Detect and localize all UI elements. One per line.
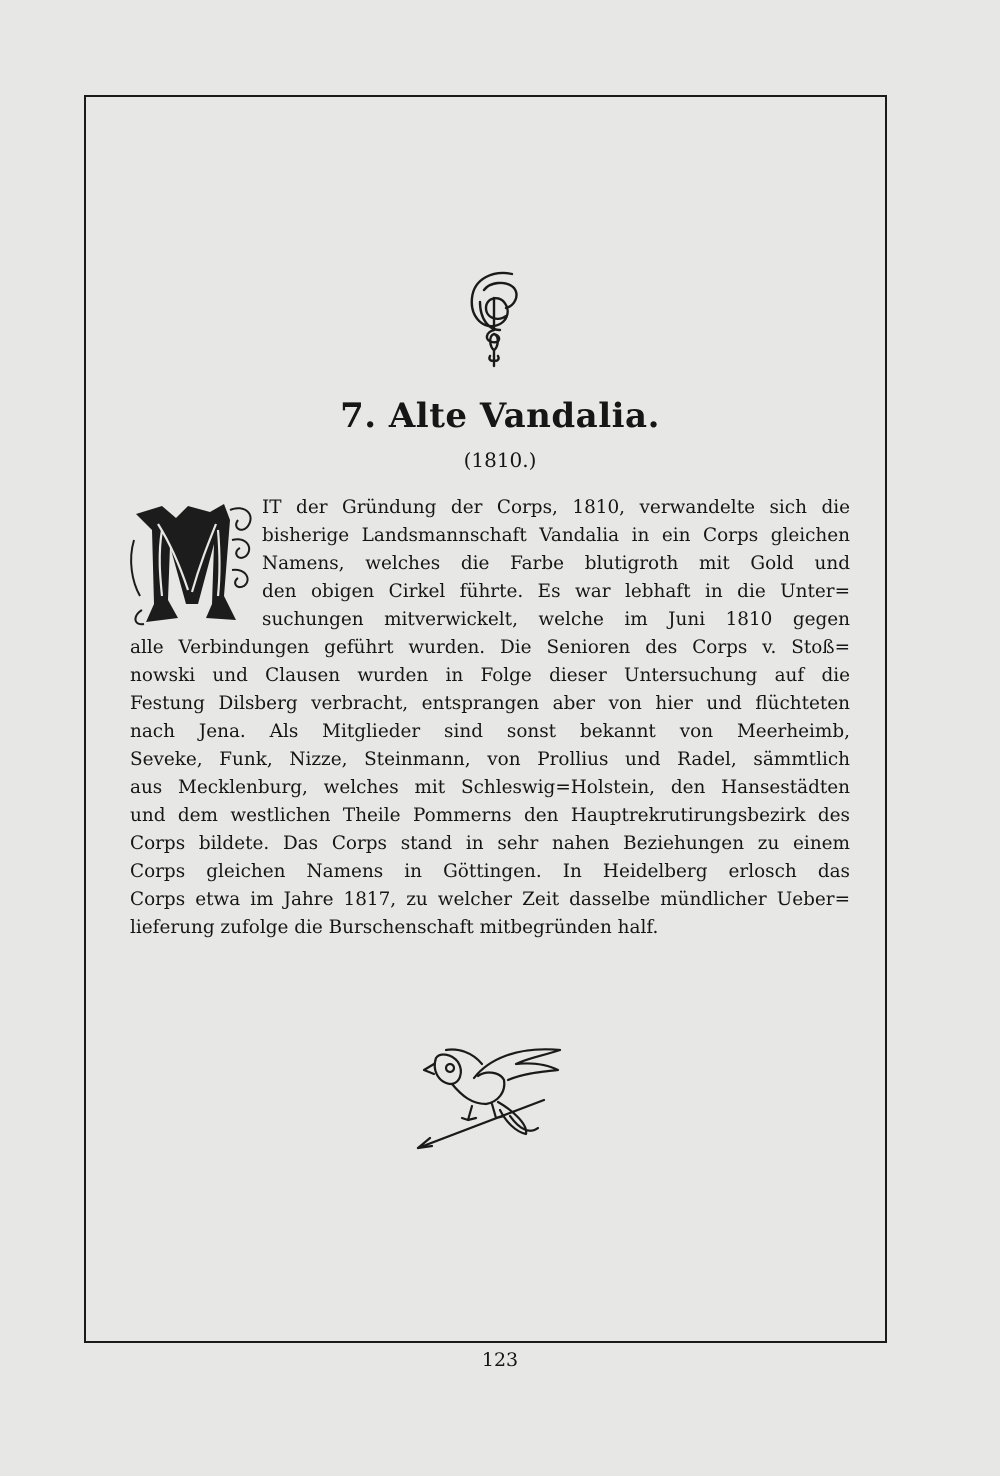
- text-line: aus Mecklenburg, welches mit Schleswig=Holstein, den Hansestädten: [130, 777, 850, 798]
- body-paragraph: [130, 494, 850, 942]
- text-line: Corps etwa im Jahre 1817, zu welcher Zeit dasselbe mündlicher Ueber=: [130, 889, 850, 910]
- text-line: nach Jena. Als Mitglieder sind sonst bekannt von Meerheimb,: [130, 721, 850, 742]
- bird-on-spear-vignette-icon: [412, 1040, 572, 1160]
- text-line: Corps gleichen Namens in Göttingen. In Heidelberg erlosch das: [130, 861, 850, 882]
- text-line: den obigen Cirkel führte. Es war lebhaft in die Unter=: [262, 581, 850, 602]
- text-line: suchungen mitverwickelt, welche im Juni 1810 gegen: [262, 609, 850, 630]
- page-number: 123: [481, 1349, 519, 1371]
- text-line: Festung Dilsberg verbracht, entsprangen aber von hier und flüchteten: [130, 693, 850, 714]
- text-line: Corps bildete. Das Corps stand in sehr nahen Beziehungen zu einem: [130, 833, 850, 854]
- text-line: lieferung zufolge die Burschenschaft mitbegründen half.: [130, 917, 659, 938]
- text-line: bisherige Landsmannschaft Vandalia in ein Corps gleichen: [262, 525, 850, 546]
- text-line: alle Verbindungen geführt wurden. Die Senioren des Corps v. Stoß=: [130, 637, 850, 658]
- founding-year: (1810.): [463, 448, 537, 472]
- text-line: Namens, welches die Farbe blutigroth mit Gold und: [262, 553, 850, 574]
- text-line: IT der Gründung der Corps, 1810, verwandelte sich die: [262, 497, 850, 518]
- text-line: und dem westlichen Theile Pommerns den Hauptrekrutirungsbezirk des: [130, 805, 850, 826]
- text-line: nowski und Clausen wurden in Folge dieser Untersuchung auf die: [130, 665, 850, 686]
- text-line: Seveke, Funk, Nizze, Steinmann, von Prollius und Radel, sämmtlich: [130, 749, 850, 770]
- corps-cirkel-monogram-icon: [454, 268, 534, 372]
- chapter-title: 7. Alte Vandalia.: [340, 396, 660, 436]
